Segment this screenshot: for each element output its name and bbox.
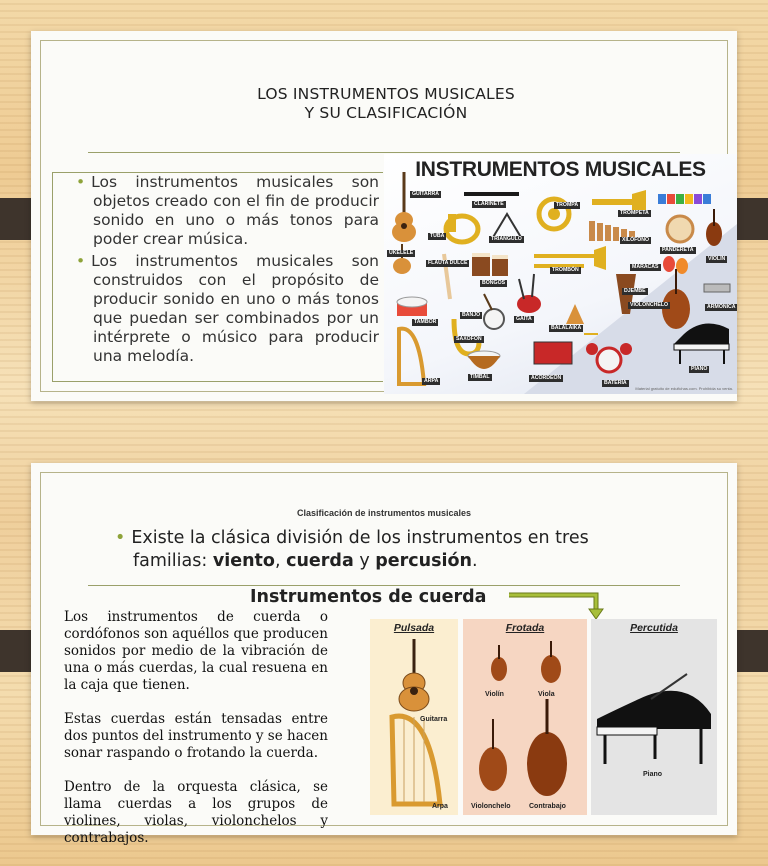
label-banjo: BANJO	[462, 312, 481, 318]
bullet-sep-1: ,	[274, 551, 287, 571]
label-clarinete: CLARINETE	[474, 201, 504, 207]
panel-title-frotada: Frotada	[505, 622, 545, 634]
piano-icon	[597, 674, 711, 764]
label-trombon: TROMBÓN	[552, 267, 579, 273]
label-saxofon: SAXOFÓN	[456, 336, 482, 342]
accordion-icon	[534, 342, 572, 364]
label-piano-panel: Piano	[643, 771, 663, 778]
slide2-bullet	[97, 527, 637, 573]
tuba-icon	[446, 214, 478, 242]
cello-icon	[479, 719, 507, 791]
label-tuba: TUBA	[430, 233, 445, 239]
label-acordeon: ACORDEÓN	[531, 375, 562, 381]
slide2-divider	[88, 585, 680, 586]
slide1-title-line2: Y SU CLASIFICACIÓN	[304, 104, 468, 122]
ukelele-icon	[393, 244, 411, 274]
violin-icon	[491, 645, 507, 681]
label-violonchelo-panel: Violonchelo	[471, 803, 511, 810]
label-pandereta: PANDERETA	[662, 247, 694, 253]
harp-icon	[392, 716, 440, 804]
label-tambor: TAMBOR	[414, 319, 437, 325]
harp-icon	[399, 329, 424, 384]
harmonica-icon	[704, 284, 730, 292]
violin-icon	[706, 209, 722, 246]
body-paragraph: Los instrumentos de cuerda o cordófonos son aquéllos que producen sonidos por medio de la vibración de una o más cuerdas, la cual resuena en la caja que tienen.	[64, 609, 328, 693]
bongos-icon	[472, 253, 508, 276]
slide1-bullet-text: Los instrumentos musicales son objetos creado con el fin de producir sonido en uno o más tonos para poder crear música.	[91, 173, 379, 248]
double-bass-icon	[527, 699, 567, 796]
poster-title: INSTRUMENTOS MUSICALES	[415, 158, 706, 181]
label-violin: VIOLÍN	[708, 256, 726, 262]
instruments-poster	[384, 154, 737, 394]
slide1-bullet	[53, 252, 379, 366]
label-piano: PIANO	[691, 366, 708, 372]
body-paragraph: Dentro de la orquesta clásica, se llama cuerdas a los grupos de violines, violas, violonchelos y contrabajos.	[64, 779, 328, 846]
label-guitarra-panel: Guitarra	[420, 716, 448, 723]
family-cuerda: cuerda	[286, 551, 354, 571]
label-flauta-dulce: FLAUTA DULCE	[428, 260, 468, 266]
panel-percutida	[591, 619, 717, 815]
viola-icon	[541, 641, 561, 683]
slide1-bullet-text: Los instrumentos musicales son construidos con el propósito de producir sonido en uno o más tonos que puedan ser combinados por un intérprete o músico para producir una melodía.	[91, 252, 379, 365]
poster-footer: Material gratuito de edufichas.com. Prohibida su venta.	[635, 386, 733, 391]
bullet-dot-icon: •	[76, 173, 86, 191]
label-triangulo: TRIÁNGULO	[491, 236, 522, 242]
slide1-bullet	[53, 173, 379, 249]
label-violonchelo: VIOLONCHELO	[630, 302, 669, 308]
slide1-title-line1: LOS INSTRUMENTOS MUSICALES	[257, 85, 515, 103]
panel-pulsada	[370, 619, 458, 815]
slide2-bullet-list	[97, 527, 637, 573]
label-ukelele: UKELELE	[389, 250, 414, 256]
family-viento: viento	[212, 551, 275, 571]
label-armonica: ARMÓNICA	[707, 304, 736, 310]
banjo-icon	[484, 294, 504, 329]
bullet-dot-icon: •	[115, 528, 126, 548]
slide1-divider	[88, 152, 680, 153]
panel-title-pulsada: Pulsada	[393, 622, 435, 634]
label-bongos: BONGOS	[482, 280, 506, 286]
slide1-title	[181, 85, 591, 123]
label-arpa: ARPA	[424, 378, 439, 384]
panel-title-percutida: Percutida	[630, 622, 678, 634]
bagpipe-icon	[517, 274, 541, 313]
guitar-icon	[399, 639, 429, 711]
label-guitarra: GUITARRA	[412, 191, 439, 197]
arrow-icon	[506, 591, 606, 621]
label-balalaika: BALALAIKA	[551, 325, 582, 331]
body-paragraph: Estas cuerdas están tensadas entre dos puntos del instrumento y se hacen sonar raspando o frotando la cuerda.	[64, 711, 328, 761]
label-timbal: TIMBAL	[470, 374, 490, 380]
label-viola-panel: Viola	[538, 691, 555, 698]
slide2-subtitle: Clasificación de instrumentos musicales	[296, 508, 472, 518]
guitar-icon	[392, 172, 416, 242]
label-arpa-panel: Arpa	[432, 803, 448, 810]
section-body	[64, 609, 328, 864]
timpani-icon	[468, 351, 500, 369]
label-djembe: DJEMBE	[624, 288, 646, 294]
label-maracas: MARACAS	[632, 264, 659, 270]
bullet-text-start: Existe la clásica división de los instrumentos en tres familias:	[131, 528, 589, 571]
frotada-illustration	[463, 619, 587, 815]
bullet-end: .	[472, 551, 478, 571]
panel-frotada	[463, 619, 587, 815]
slide1-bullet-list	[53, 173, 379, 366]
family-percusion: percusión	[375, 551, 473, 571]
label-contrabajo-panel: Contrabajo	[529, 803, 566, 810]
label-violin-panel: Violín	[485, 691, 504, 698]
slide-1	[31, 31, 737, 401]
bullet-dot-icon: •	[76, 252, 86, 270]
label-trompa: TROMPA	[556, 202, 579, 208]
label-xilofono: XILÓFONO	[622, 237, 650, 243]
label-trompeta: TROMPETA	[620, 210, 649, 216]
label-gaita: GAITA	[516, 316, 532, 322]
section-heading: Instrumentos de cuerda	[250, 587, 487, 607]
drum-icon	[397, 297, 427, 316]
label-bateria: BATERÍA	[604, 380, 627, 386]
tambourine-icon	[667, 216, 693, 242]
xylophone-letters-icon	[658, 194, 711, 204]
instruments-illustration	[384, 154, 737, 394]
percutida-illustration	[591, 619, 717, 815]
slide-2	[31, 463, 737, 846]
bullet-sep-2: y	[353, 551, 376, 571]
balalaika-icon	[566, 304, 584, 324]
